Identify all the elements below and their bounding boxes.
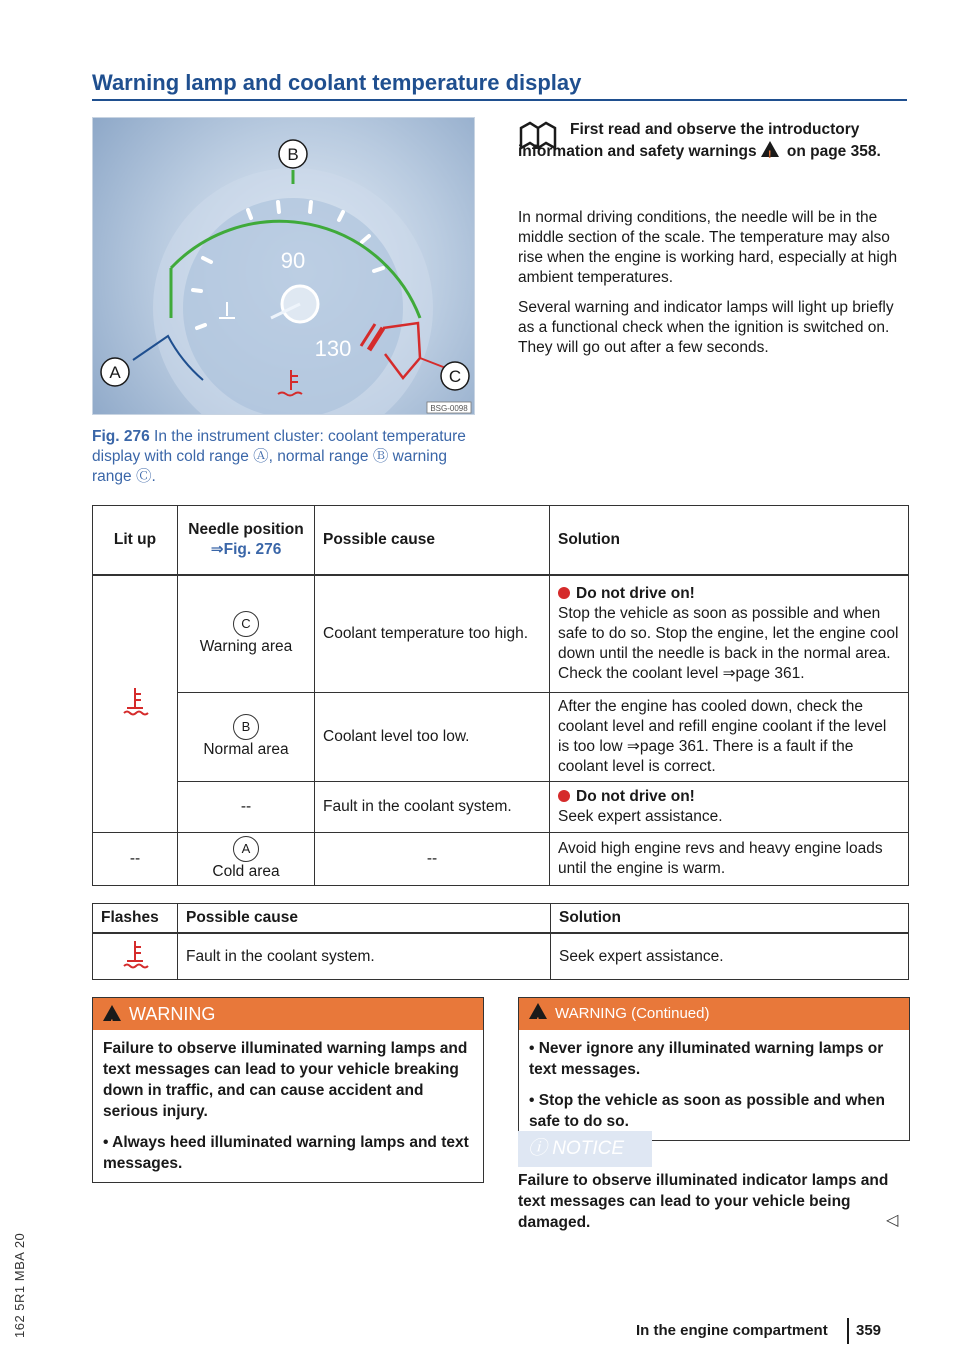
warning-header: [93, 998, 483, 1030]
solution-cell: Seek expert assistance.: [551, 933, 909, 980]
col-lit-up: Lit up: [93, 506, 178, 576]
solution-text: Stop the vehicle as soon as possible and when safe to do so. Stop the engine, let the engine cool down until the needle is back in the normal area. Check the coolant level ⇒page 361.: [558, 605, 899, 682]
solution-cell: After the engine has cooled down, check the coolant level and refill engine coolant if the level is too low ⇒page 361. There is a fault if the coolant level is correct.: [550, 693, 909, 782]
col-solution: Solution: [550, 506, 909, 576]
notice-heading: ⓘ NOTICE: [518, 1131, 652, 1167]
lit-up-table: [92, 505, 909, 886]
cause-cell: Coolant level too low.: [315, 693, 550, 782]
coolant-gauge-figure: [92, 117, 475, 415]
needle-position-cell: [178, 833, 315, 886]
solution-title: Do not drive on!: [576, 788, 695, 805]
solution-text: Seek expert assistance.: [558, 808, 723, 825]
col-solution: Solution: [551, 904, 909, 934]
warning-body: Failure to observe illuminated warning lamps and text messages can lead to your vehicle breaking down in traffic, and can cause accident and serious injury. • Always heed illuminated warning lamps and text messages.: [93, 1030, 483, 1182]
safety-warning-icon: [761, 141, 779, 157]
cause-cell: Fault in the coolant system.: [315, 782, 550, 833]
figure-caption-text: In the instrument cluster: coolant temperature display with cold range Ⓐ, normal range Ⓑ warning range Ⓒ.: [92, 428, 466, 485]
warning-bullet: Never ignore any illuminated warning lamps or text messages.: [529, 1040, 884, 1078]
needle-position-text: Normal area: [203, 741, 289, 758]
warning-heading: WARNING (Continued): [555, 1005, 710, 1022]
stop-icon: [558, 587, 570, 599]
coolant-warning-icon: [93, 575, 178, 833]
document-code: 162 5R1 MBA 20: [12, 1232, 27, 1338]
notice-text: Failure to observe illuminated indicator lamps and text messages can lead to your vehicle being damaged.: [518, 1172, 889, 1231]
table-row: [93, 933, 909, 980]
gauge-label-b: B: [287, 145, 299, 164]
solution-cell: Avoid high engine revs and heavy engine loads until the engine is warm.: [550, 833, 909, 886]
warning-box: [92, 997, 484, 1183]
footer-section: In the engine compartment: [636, 1322, 828, 1339]
stop-icon: [558, 790, 570, 802]
cold-range-marker: A: [233, 836, 259, 862]
cause-cell: --: [315, 833, 550, 886]
table-row: [93, 782, 909, 833]
page-title: Warning lamp and coolant temperature display: [92, 70, 582, 95]
col-possible-cause: Possible cause: [178, 904, 551, 934]
warning-bullet: Stop the vehicle as soon as possible and when safe to do so.: [529, 1092, 885, 1130]
warning-icon: [103, 1005, 121, 1021]
gauge-value-130: 130: [314, 336, 352, 361]
warning-continued-box: [518, 997, 910, 1141]
intro-paragraph-2: Several warning and indicator lamps will light up briefly as a functional check when the ignition is switched on. They will go out after a few seconds.: [518, 299, 894, 356]
notice-heading-text: NOTICE: [552, 1138, 625, 1159]
flashes-table: [92, 903, 909, 980]
col-flashes: Flashes: [93, 904, 178, 934]
table-row: [93, 575, 909, 693]
table-row: [93, 833, 909, 886]
page-number: 359: [856, 1322, 882, 1339]
col-possible-cause: Possible cause: [315, 506, 550, 576]
gauge-label-c: C: [448, 367, 462, 386]
solution-title: Do not drive on!: [576, 585, 695, 602]
col-needle-label: Needle position: [188, 521, 304, 538]
gauge-label-a: A: [109, 363, 121, 382]
end-of-section-icon: ◁: [886, 1212, 899, 1229]
warning-text: Failure to observe illuminated warning lamps and text messages can lead to your vehicle breaking down in traffic, and can cause accident and serious injury.: [103, 1040, 468, 1120]
warning-icon: [529, 1003, 547, 1019]
solution-cell: [550, 782, 909, 833]
needle-position-cell: --: [178, 782, 315, 833]
table-row: [93, 693, 909, 782]
warning-body: • Never ignore any illuminated warning lamps or text messages. • Stop the vehicle as soon as possible and when safe to do so.: [529, 1040, 885, 1130]
needle-position-text: Cold area: [212, 863, 280, 880]
figure-number: Fig. 276: [92, 428, 150, 445]
warning-bullet: Always heed illuminated warning lamps and text messages.: [103, 1134, 469, 1172]
footer-divider: [847, 1318, 849, 1344]
col-needle-position: [178, 506, 315, 576]
solution-cell: [550, 575, 909, 693]
warning-heading: WARNING: [129, 1004, 216, 1024]
normal-range-marker: B: [233, 714, 259, 740]
read-first-note: [518, 119, 913, 163]
read-first-page: on page 358.: [786, 143, 881, 160]
needle-position-cell: [178, 693, 315, 782]
fig-reference-link[interactable]: ⇒Fig. 276: [210, 541, 282, 558]
cause-cell: Fault in the coolant system.: [178, 933, 551, 980]
warning-range-marker: C: [233, 611, 259, 637]
read-first-text: First read and observe the introductory information and safety warnings: [518, 121, 860, 160]
needle-position-text: Warning area: [199, 638, 293, 655]
coolant-warning-icon: [93, 933, 178, 980]
cause-cell: Coolant temperature too high.: [315, 575, 550, 693]
intro-paragraph-1: In normal driving conditions, the needle will be in the middle section of the scale. The temperature may also rise when the engine is working hard, especially at high ambient temperatures.: [518, 209, 898, 286]
warning-header: [519, 998, 909, 1030]
gauge-value-90: 90: [280, 248, 306, 273]
lit-up-cell: --: [93, 833, 178, 886]
figure-code: BSG-0098: [430, 404, 468, 413]
needle-position-cell: [178, 575, 315, 693]
figure-caption: [92, 427, 482, 487]
title-rule: [92, 99, 907, 101]
